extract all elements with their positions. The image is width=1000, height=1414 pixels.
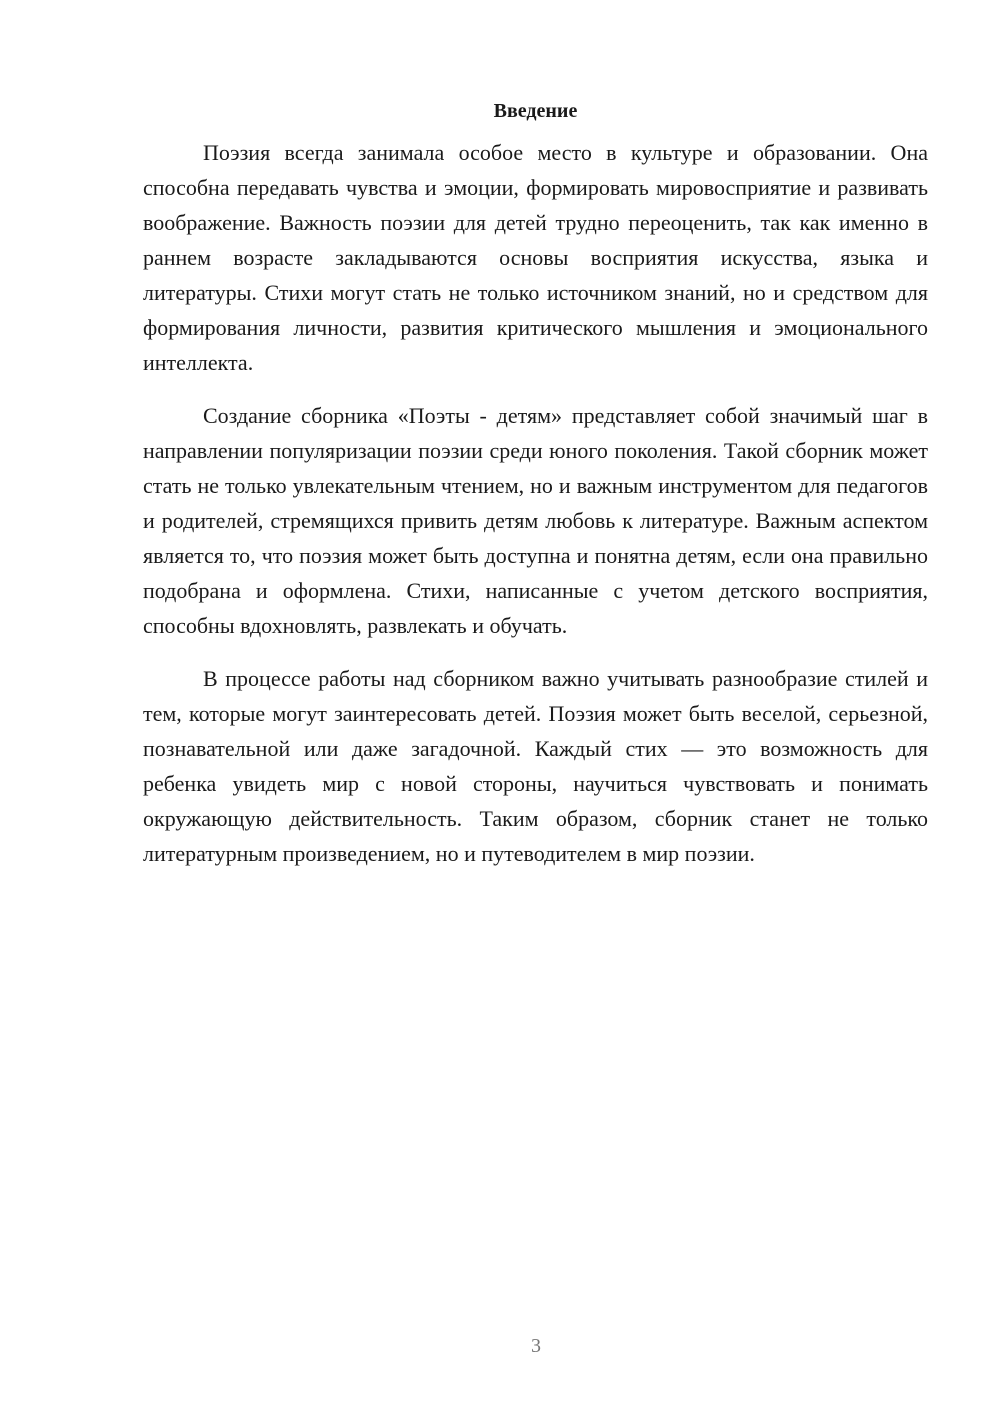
paragraph-1: Поэзия всегда занимала особое место в культуре и образовании. Она способна передавать чувства и эмоции, формировать мировосприятие и развивать воображение. Важность поэзии для детей трудно переоценить, так как именно в раннем возрасте закладываются основы восприятия искусства, языка и литературы. Стихи могут стать не только источником знаний, но и средством для формирования личности, развития критического мышления и эмоционального интеллекта. [143, 140, 928, 375]
page-number: 3 [531, 1335, 541, 1357]
page-content [143, 95, 928, 871]
paragraph-2: Создание сборника «Поэты - детям» представляет собой значимый шаг в направлении популяризации поэзии среди юного поколения. Такой сборник может стать не только увлекательным чтением, но и важным инструментом для педагогов и родителей, стремящихся привить детям любовь к литературе. Важным аспектом является то, что поэзия может быть доступна и понятна детям, если она правильно подобрана и оформлена. Стихи, написанные с учетом детского восприятия, способны вдохновлять, развлекать и обучать. [143, 403, 928, 638]
section-heading: Введение [493, 100, 578, 122]
paragraph-3: В процессе работы над сборником важно учитывать разнообразие стилей и тем, которые могут заинтересовать детей. Поэзия может быть веселой, серьезной, познавательной или даже загадочной. Каждый стих — это возможность для ребенка увидеть мир с новой стороны, научиться чувствовать и понимать окружающую действительность. Таким образом, сборник станет не только литературным произведением, но и путеводителем в мир поэзии. [143, 666, 928, 866]
